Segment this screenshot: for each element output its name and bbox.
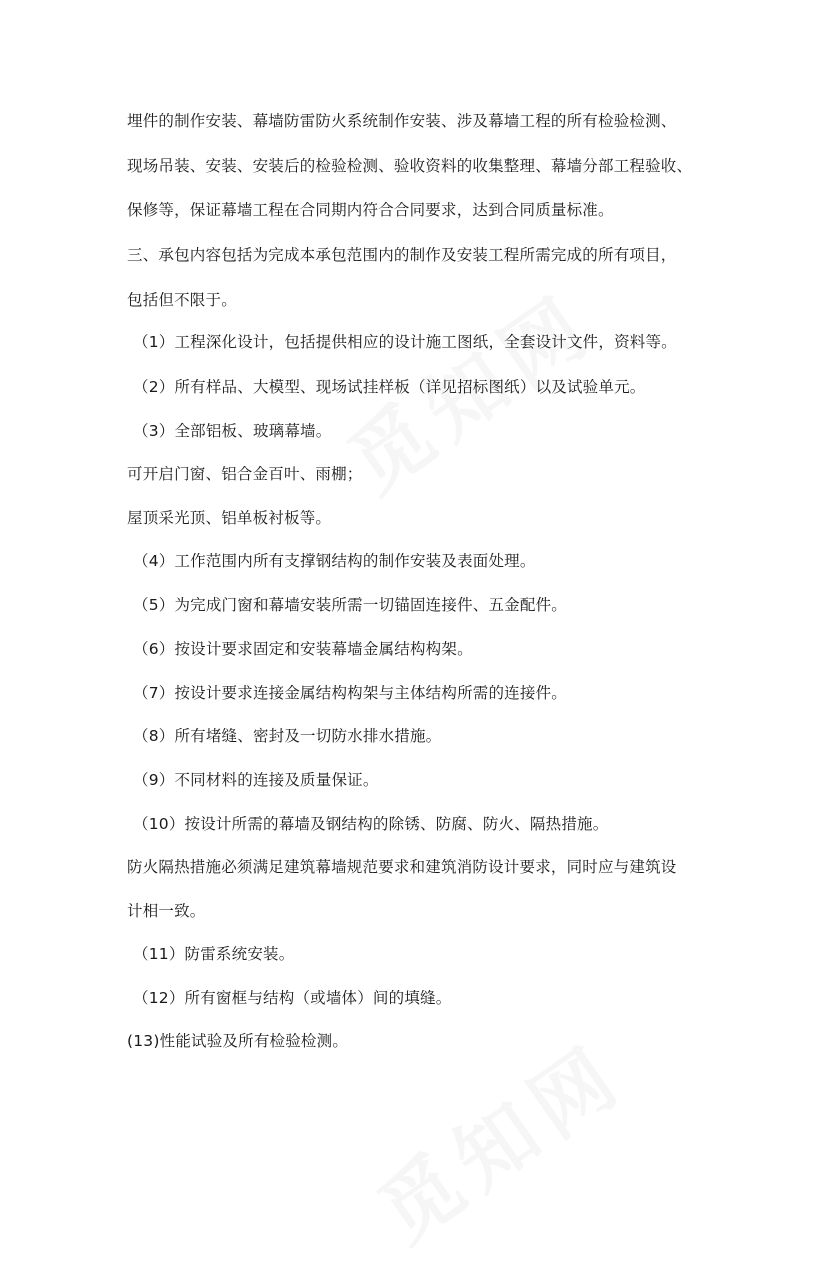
body-line: (13)性能试验及所有检验检测。: [127, 1032, 349, 1050]
list-item: （8）所有堵缝、密封及一切防水排水措施。: [133, 727, 442, 745]
body-line: 现场吊装、安装、安装后的检验检测、验收资料的收集整理、幕墙分部工程验收、: [127, 157, 693, 175]
list-item: （2）所有样品、大模型、现场试挂样板（详见招标图纸）以及试验单元。: [133, 378, 646, 396]
body-line: 屋顶采光顶、铝单板衬板等。: [127, 509, 332, 527]
list-item: （4）工作范围内所有支撑钢结构的制作安装及表面处理。: [133, 552, 536, 570]
list-item: （3）全部铝板、玻璃幕墙。: [133, 422, 332, 440]
body-line: 防火隔热措施必须满足建筑幕墙规范要求和建筑消防设计要求，同时应与建筑设: [127, 858, 677, 876]
watermark-text: [362, 1026, 641, 1260]
list-item: （9）不同材料的连接及质量保证。: [133, 771, 379, 789]
list-item: （11）防雷系统安装。: [133, 945, 295, 963]
body-line: 三、承包内容包括为完成本承包范围内的制作及安装工程所需完成的所有项目，: [127, 246, 677, 264]
body-line: 计相一致。: [127, 902, 206, 920]
body-line: 可开启门窗、铝合金百叶、雨棚；: [127, 465, 363, 483]
body-line: 包括但不限于。: [127, 291, 237, 309]
list-item: （7）按设计要求连接金属结构构架与主体结构所需的连接件。: [133, 684, 567, 702]
list-item: （12）所有窗框与结构（或墙体）间的填缝。: [133, 989, 452, 1007]
list-item: （5）为完成门窗和幕墙安装所需一切锚固连接件、五金配件。: [133, 596, 567, 614]
body-line: 保修等，保证幕墙工程在合同期内符合合同要求，达到合同质量标准。: [127, 201, 614, 219]
list-item: （6）按设计要求固定和安装幕墙金属结构构架。: [133, 640, 473, 658]
list-item: （10）按设计所需的幕墙及钢结构的除锈、防腐、防火、隔热措施。: [133, 815, 609, 833]
body-line: 埋件的制作安装、幕墙防雷防火系统制作安装、涉及幕墙工程的所有检验检测、: [127, 112, 677, 130]
list-item: （1）工程深化设计，包括提供相应的设计施工图纸，全套设计文件，资料等。: [133, 333, 677, 351]
